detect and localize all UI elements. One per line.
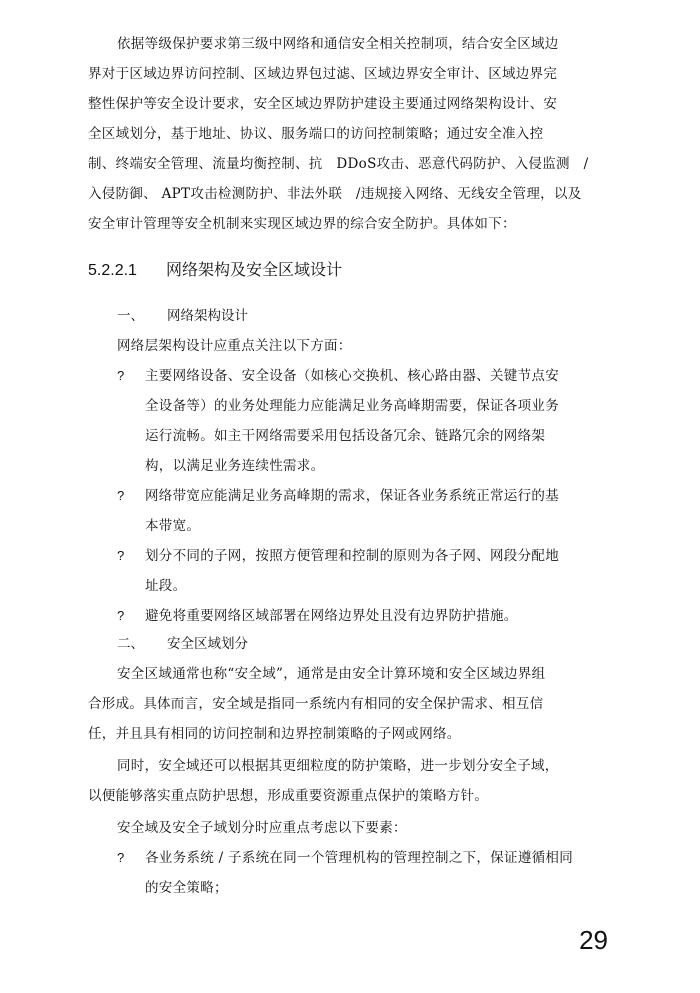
text-line: 任，并且具有相同的访问控制和边界控制策略的子网或网络。	[88, 726, 461, 742]
text-line: 的安全策略；	[145, 880, 228, 896]
text-line: 合形成。具体而言，安全域是指同一系统内有相同的安全保护需求、相互信	[88, 696, 544, 712]
section-title: 网络架构及安全区域设计	[166, 260, 343, 279]
text-line: 避免将重要网络区域部署在网络边界处且没有边界防护措施。	[145, 608, 518, 624]
subsection-marker: 二、	[117, 636, 144, 652]
text-line: 各业务系统 / 子系统在同一个管理机构的管理控制之下，保证遵循相同	[145, 850, 574, 866]
text-line: 整性保护等安全设计要求，安全区域边界防护建设主要通过网络架构设计、安	[88, 96, 558, 112]
text-line: 全设备等）的业务处理能力应能满足业务高峰期需要，保证各项业务	[145, 398, 559, 414]
text-line: 制、终端安全管理、流量均衡控制、抗 DDoS攻击、恶意代码防护、入侵监测 /	[88, 156, 589, 172]
paragraph: 安全域及安全子域划分时应重点考虑以下要素：	[117, 820, 407, 836]
bullet-marker: ?	[117, 488, 125, 503]
text-line: 全区域划分，基于地址、协议、服务端口的访问控制策略；通过安全准入控	[88, 126, 544, 142]
text-line: 依据等级保护要求第三级中网络和通信安全相关控制项，结合安全区域边	[117, 36, 559, 52]
text-line: 同时，安全域还可以根据其更细粒度的防护策略，进一步划分安全子域，	[117, 758, 559, 774]
page-number: 29	[579, 925, 608, 955]
bullet-marker: ?	[117, 850, 125, 865]
section-number: 5.2.2.1	[88, 262, 137, 279]
bullet-marker: ?	[117, 608, 125, 623]
text-line: 址段。	[145, 578, 187, 594]
bullet-marker: ?	[117, 548, 125, 563]
text-line: 界对于区域边界访问控制、区域边界包过滤、区域边界安全审计、区域边界完	[88, 66, 558, 82]
text-line: 入侵防御、 APT攻击检测防护、非法外联 /违规接入网络、无线安全管理，以及	[88, 186, 582, 202]
text-line: 划分不同的子网，按照方便管理和控制的原则为各子网、网段分配地	[145, 548, 559, 564]
subsection-heading	[117, 306, 248, 326]
subsection-marker: 一、	[117, 308, 144, 324]
text-line: 构，以满足业务连续性需求。	[145, 458, 325, 474]
text-line: 安全区域通常也称“安全域”，通常是由安全计算环境和安全区域边界组	[117, 666, 546, 682]
subsection-title: 网络架构设计	[167, 308, 248, 324]
text-line: 主要网络设备、安全设备（如核心交换机、核心路由器、关键节点安	[145, 368, 559, 384]
subsection-heading	[117, 634, 248, 654]
text-line: 以便能够落实重点防护思想，形成重要资源重点保护的策略方针。	[88, 788, 489, 804]
text-line: 安全审计管理等安全机制来实现区域边界的综合安全防护。具体如下：	[88, 216, 516, 232]
lead-text: 网络层架构设计应重点关注以下方面：	[117, 338, 352, 354]
section-heading	[88, 259, 342, 282]
text-line: 网络带宽应能满足业务高峰期的需求，保证各业务系统正常运行的基	[145, 488, 559, 504]
text-line: 运行流畅。如主干网络需要采用包括设备冗余、链路冗余的网络架	[145, 428, 546, 444]
bullet-marker: ?	[117, 368, 125, 383]
subsection-title: 安全区域划分	[167, 636, 248, 652]
text-line: 本带宽。	[145, 518, 201, 534]
